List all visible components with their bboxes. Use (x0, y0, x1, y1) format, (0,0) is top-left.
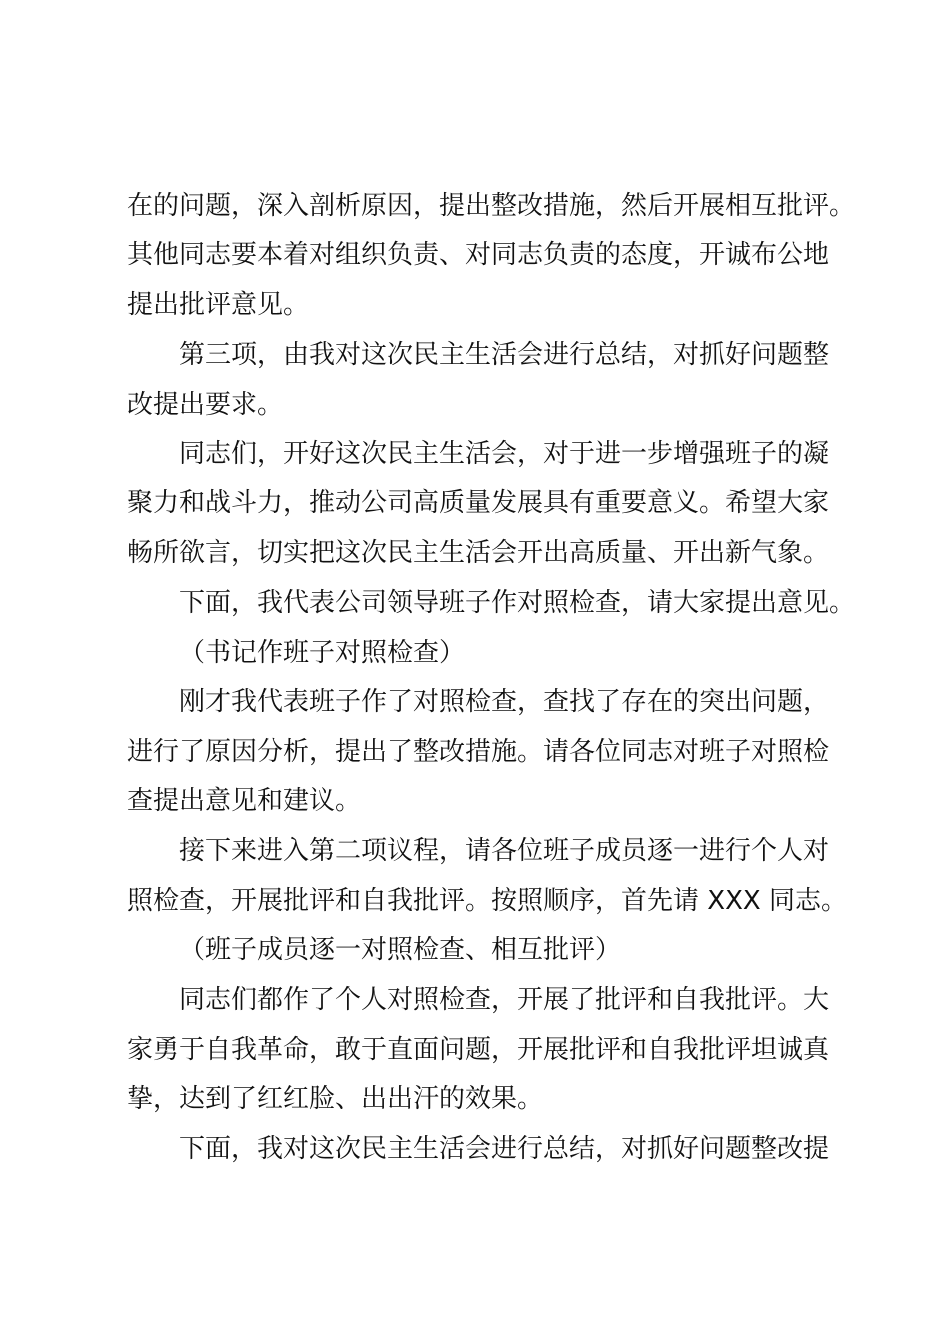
paragraph-first-line: （班子成员逐一对照检查、相互批评） (179, 935, 622, 965)
text-line: 家勇于自我革命，敢于直面问题，开展批评和自我批评坦诚真 (127, 1035, 830, 1065)
paragraph-first-line: 第三项，由我对这次民主生活会进行总结，对抓好问题整 (179, 340, 830, 370)
paragraph-first-line: 下面，我代表公司领导班子作对照检查，请大家提出意见。 (179, 588, 856, 618)
paragraph-first-line: 下面，我对这次民主生活会进行总结，对抓好问题整改提 (179, 1134, 830, 1164)
text-line: 提出批评意见。 (127, 290, 310, 320)
text-line: 畅所欲言，切实把这次民主生活会开出高质量、开出新气象。 (127, 538, 830, 568)
paragraph-first-line: 接下来进入第二项议程，请各位班子成员逐一进行个人对 (179, 836, 830, 866)
text-line: 改提出要求。 (127, 390, 284, 420)
text-line: 照检查，开展批评和自我批评。按照顺序，首先请 XXX 同志。 (127, 886, 847, 916)
paragraph-first-line: 同志们都作了个人对照检查，开展了批评和自我批评。大 (179, 985, 830, 1015)
paragraph-first-line: 刚才我代表班子作了对照检查，查找了存在的突出问题， (179, 687, 830, 717)
text-line: 进行了原因分析，提出了整改措施。请各位同志对班子对照检 (127, 737, 830, 767)
text-line: 其他同志要本着对组织负责、对同志负责的态度，开诚布公地 (127, 240, 830, 270)
text-line: 在的问题，深入剖析原因，提出整改措施，然后开展相互批评。 (127, 191, 856, 221)
text-line: 聚力和战斗力，推动公司高质量发展具有重要意义。希望大家 (127, 488, 830, 518)
paragraph-first-line: 同志们，开好这次民主生活会，对于进一步增强班子的凝 (179, 439, 830, 469)
text-line: 挚，达到了红红脸、出出汗的效果。 (127, 1084, 544, 1114)
paragraph-first-line: （书记作班子对照检查） (179, 638, 466, 668)
text-line: 查提出意见和建议。 (127, 786, 362, 816)
